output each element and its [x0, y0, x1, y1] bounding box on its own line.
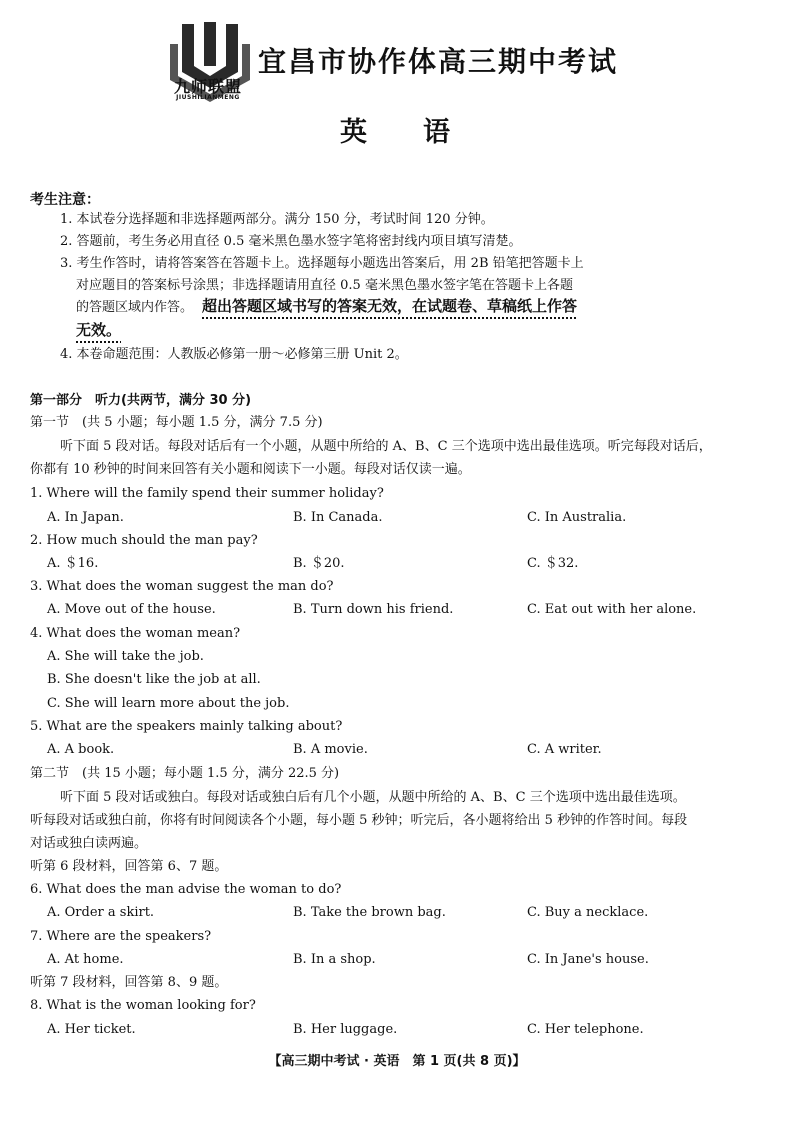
option-b: B. A movie. — [293, 742, 368, 757]
page-footer: 【高三期中考试 · 英语 第 1 页(共 8 页)】 — [268, 1054, 526, 1069]
instruction-text: 听下面 5 段对话。每段对话后有一个小题，从题中所给的 A、B、C 三个选项中选出最佳选项。听完每段对话后， — [60, 439, 712, 454]
option-a: A. A book. — [47, 742, 115, 757]
notice-item: 3. 考生作答时，请将答案答在答题卡上。选择题每小题选出答案后，用 2B 铅笔把答题卡上 — [60, 256, 584, 271]
option-b: B. Take the brown bag. — [293, 905, 446, 920]
question-stem: 7. Where are the speakers? — [30, 929, 212, 944]
notice-item: 对应题目的答案标号涂黑；非选择题请用直径 0.5 毫米黑色墨水签字笔在答题卡上各题 — [76, 278, 573, 293]
part-heading: 第一部分 听力(共两节，满分 30 分) — [30, 393, 252, 408]
instruction-text: 听下面 5 段对话或独白。每段对话或独白后有几个小题，从题中所给的 A、B、C 三个选项中选出最佳选项。 — [60, 790, 686, 805]
section-heading: 第二节 (共 15 小题；每小题 1.5 分，满分 22.5 分) — [30, 766, 340, 781]
option-a: A. Order a skirt. — [47, 905, 155, 920]
option-b: B. She doesn't like the job at all. — [47, 672, 261, 687]
notice-item: 4. 本卷命题范围：人教版必修第一册～必修第三册 Unit 2。 — [60, 347, 408, 362]
option-c: C. A writer. — [527, 742, 602, 757]
question-stem: 5. What are the speakers mainly talking about? — [30, 719, 343, 734]
logo-text: 九师联盟 — [173, 77, 242, 96]
option-b: B. In Canada. — [293, 510, 383, 525]
option-c: C. She will learn more about the job. — [47, 696, 290, 711]
question-stem: 4. What does the woman mean? — [30, 626, 241, 641]
option-b: B. ＄20. — [293, 556, 345, 571]
material-note: 听第 7 段材料，回答第 8、9 题。 — [30, 975, 228, 990]
option-c: C. ＄32. — [527, 556, 579, 571]
notice-item: 的答题区域内作答。 — [76, 300, 194, 315]
option-a: A. Her ticket. — [47, 1022, 136, 1037]
question-stem: 3. What does the woman suggest the man do? — [30, 579, 334, 594]
notice-heading: 考生注意： — [30, 192, 100, 208]
notice-item: 2. 答题前，考生务必用直径 0.5 毫米黑色墨水签字笔将密封线内项目填写清楚。 — [60, 234, 522, 249]
notice-emphasis: 无效。 — [76, 321, 122, 339]
question-stem: 1. Where will the family spend their summer holiday? — [30, 486, 384, 501]
option-c: C. Her telephone. — [527, 1022, 644, 1037]
option-b: B. Her luggage. — [293, 1022, 398, 1037]
option-a: A. Move out of the house. — [47, 602, 216, 617]
option-a: A. She will take the job. — [47, 649, 204, 664]
question-stem: 2. How much should the man pay? — [30, 533, 258, 548]
option-a: A. In Japan. — [47, 510, 124, 525]
option-b: B. Turn down his friend. — [293, 602, 454, 617]
option-c: C. In Australia. — [527, 510, 627, 525]
instruction-text: 你都有 10 秒钟的时间来回答有关小题和阅读下一小题。每段对话仅读一遍。 — [30, 462, 471, 477]
subject-title: 英语 — [340, 117, 506, 148]
notice-emphasis: 超出答题区域书写的答案无效，在试题卷、草稿纸上作答 — [202, 297, 578, 315]
instruction-text: 听每段对话或独白前，你将有时间阅读各个小题，每小题 5 秒钟；听完后，各小题将给出 5 秒钟的作答时间。每段 — [30, 813, 688, 828]
instruction-text: 对话或独白读两遍。 — [30, 836, 148, 851]
question-stem: 6. What does the man advise the woman to do? — [30, 882, 342, 897]
option-c: C. Buy a necklace. — [527, 905, 649, 920]
option-c: C. Eat out with her alone. — [527, 602, 697, 617]
option-c: C. In Jane's house. — [527, 952, 649, 967]
exam-title: 宜昌市协作体高三期中考试 — [258, 45, 619, 78]
section-heading: 第一节 (共 5 小题；每小题 1.5 分，满分 7.5 分) — [30, 415, 323, 430]
option-a: A. At home. — [47, 952, 124, 967]
material-note: 听第 6 段材料，回答第 6、7 题。 — [30, 859, 228, 874]
option-a: A. ＄16. — [47, 556, 99, 571]
option-b: B. In a shop. — [293, 952, 376, 967]
notice-item: 1. 本试卷分选择题和非选择题两部分。满分 150 分，考试时间 120 分钟。 — [60, 212, 494, 227]
question-stem: 8. What is the woman looking for? — [30, 998, 256, 1013]
logo-subtext: JIUSHILIANMENG — [176, 94, 240, 101]
